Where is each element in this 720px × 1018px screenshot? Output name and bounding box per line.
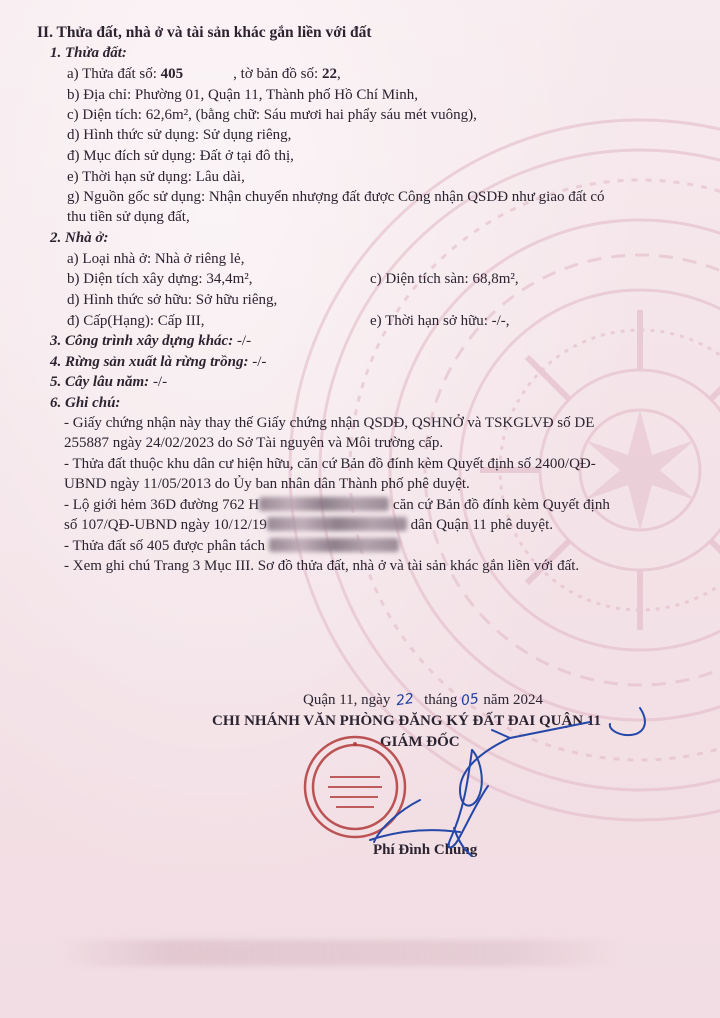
land-origin-cont: thu tiền sử dụng đất, bbox=[67, 209, 190, 225]
map-prefix: , tờ bản đồ số: bbox=[233, 66, 322, 82]
land-heading: 1. Thửa đất: bbox=[50, 45, 127, 61]
land-origin: g) Nguồn gốc sử dụng: Nhận chuyển nhượng đất được Công nhận QSDĐ như giao đất có bbox=[67, 189, 605, 205]
note-3 bbox=[64, 495, 610, 515]
note-1-cont: 255887 ngày 24/02/2023 do Sở Tài nguyên và Môi trường cấp. bbox=[64, 435, 444, 451]
land-use-form: d) Hình thức sử dụng: Sử dụng riêng, bbox=[67, 127, 292, 143]
date-month-label: tháng bbox=[424, 692, 458, 708]
handwritten-day: 22 bbox=[395, 690, 416, 710]
note-3-cont bbox=[64, 515, 553, 535]
house-heading: 2. Nhà ở: bbox=[50, 230, 109, 246]
land-area: c) Diện tích: 62,6m², (bằng chữ: Sáu mươi hai phẩy sáu mét vuông), bbox=[67, 107, 477, 123]
land-address: b) Địa chỉ: Phường 01, Quận 11, Thành phố Hồ Chí Minh, bbox=[67, 87, 419, 103]
perennial-trees bbox=[50, 372, 167, 392]
land-use-purpose: đ) Mục đích sử dụng: Đất ở tại đô thị, bbox=[67, 148, 294, 164]
parcel-number: 405 bbox=[160, 66, 184, 82]
redacted-street bbox=[259, 497, 389, 511]
agency-name: CHI NHÁNH VĂN PHÒNG ĐĂNG KÝ ĐẤT ĐAI QUẬN 11 bbox=[212, 713, 602, 729]
house-build-area: b) Diện tích xây dựng: 34,4m², bbox=[67, 271, 253, 287]
blurred-footer bbox=[60, 940, 620, 966]
house-floor-area: c) Diện tích sàn: 68,8m², bbox=[370, 271, 519, 287]
redacted-date bbox=[267, 517, 407, 531]
date-year: năm 2024 bbox=[483, 692, 543, 708]
note-5: - Xem ghi chú Trang 3 Mục III. Sơ đồ thửa đất, nhà ở và tài sản khác gắn liền với đất. bbox=[64, 558, 580, 574]
parcel-prefix: a) Thửa đất số: bbox=[67, 66, 161, 82]
note-2: - Thửa đất thuộc khu dân cư hiện hữu, căn cứ Bản đồ đính kèm Quyết định số 2400/QĐ- bbox=[64, 456, 596, 472]
note-3b-start: số 107/QĐ-UBND ngày 10/12/19 bbox=[64, 517, 267, 533]
house-grade: đ) Cấp(Hạng): Cấp III, bbox=[67, 313, 205, 329]
note-1: - Giấy chứng nhận này thay thế Giấy chứng nhận QSDĐ, QSHNỞ và TSKGLVĐ số DE bbox=[64, 415, 595, 431]
note-3b-end: dân Quận 11 phê duyệt. bbox=[410, 517, 553, 533]
redacted-parcels bbox=[269, 538, 399, 552]
planted-forest bbox=[50, 352, 266, 372]
note-2-cont: UBND ngày 11/05/2013 do Ủy ban nhân dân Thành phố phê duyệt. bbox=[64, 476, 470, 492]
house-ownership: d) Hình thức sở hữu: Sở hữu riêng, bbox=[67, 292, 278, 308]
perennial-trees-value: -/- bbox=[149, 374, 168, 390]
signer-title: GIÁM ĐỐC bbox=[380, 734, 460, 750]
map-end: , bbox=[336, 66, 341, 82]
signature-scribble-icon bbox=[360, 690, 660, 870]
handwritten-month: 05 bbox=[460, 690, 481, 710]
land-use-term: e) Thời hạn sử dụng: Lâu dài, bbox=[67, 169, 245, 185]
planted-forest-value: -/- bbox=[248, 354, 267, 370]
other-works-label: 3. Công trình xây dựng khác: bbox=[50, 333, 234, 349]
land-parcel-number bbox=[67, 64, 341, 84]
perennial-trees-label: 5. Cây lâu năm: bbox=[50, 374, 150, 390]
house-type: a) Loại nhà ở: Nhà ở riêng lẻ, bbox=[67, 251, 245, 267]
house-ownership-term: e) Thời hạn sở hữu: -/-, bbox=[370, 313, 510, 329]
note-4 bbox=[64, 536, 399, 556]
note-3-start: - Lộ giới hẻm 36D đường 762 H bbox=[64, 497, 260, 513]
planted-forest-label: 4. Rừng sản xuất là rừng trồng: bbox=[50, 354, 249, 370]
note-4-start: - Thửa đất số 405 được phân tách bbox=[64, 538, 265, 554]
section-title: II. Thửa đất, nhà ở và tài sản khác gắn liền với đất bbox=[37, 24, 372, 41]
map-number: 22 bbox=[321, 66, 337, 82]
signer-name: Phí Đình Chung bbox=[373, 842, 478, 858]
note-3-end: căn cứ Bản đồ đính kèm Quyết định bbox=[392, 497, 610, 513]
date-prefix: Quận 11, ngày bbox=[303, 692, 391, 708]
other-works bbox=[50, 331, 251, 351]
notes-heading: 6. Ghi chú: bbox=[50, 395, 121, 411]
other-works-value: -/- bbox=[233, 333, 252, 349]
